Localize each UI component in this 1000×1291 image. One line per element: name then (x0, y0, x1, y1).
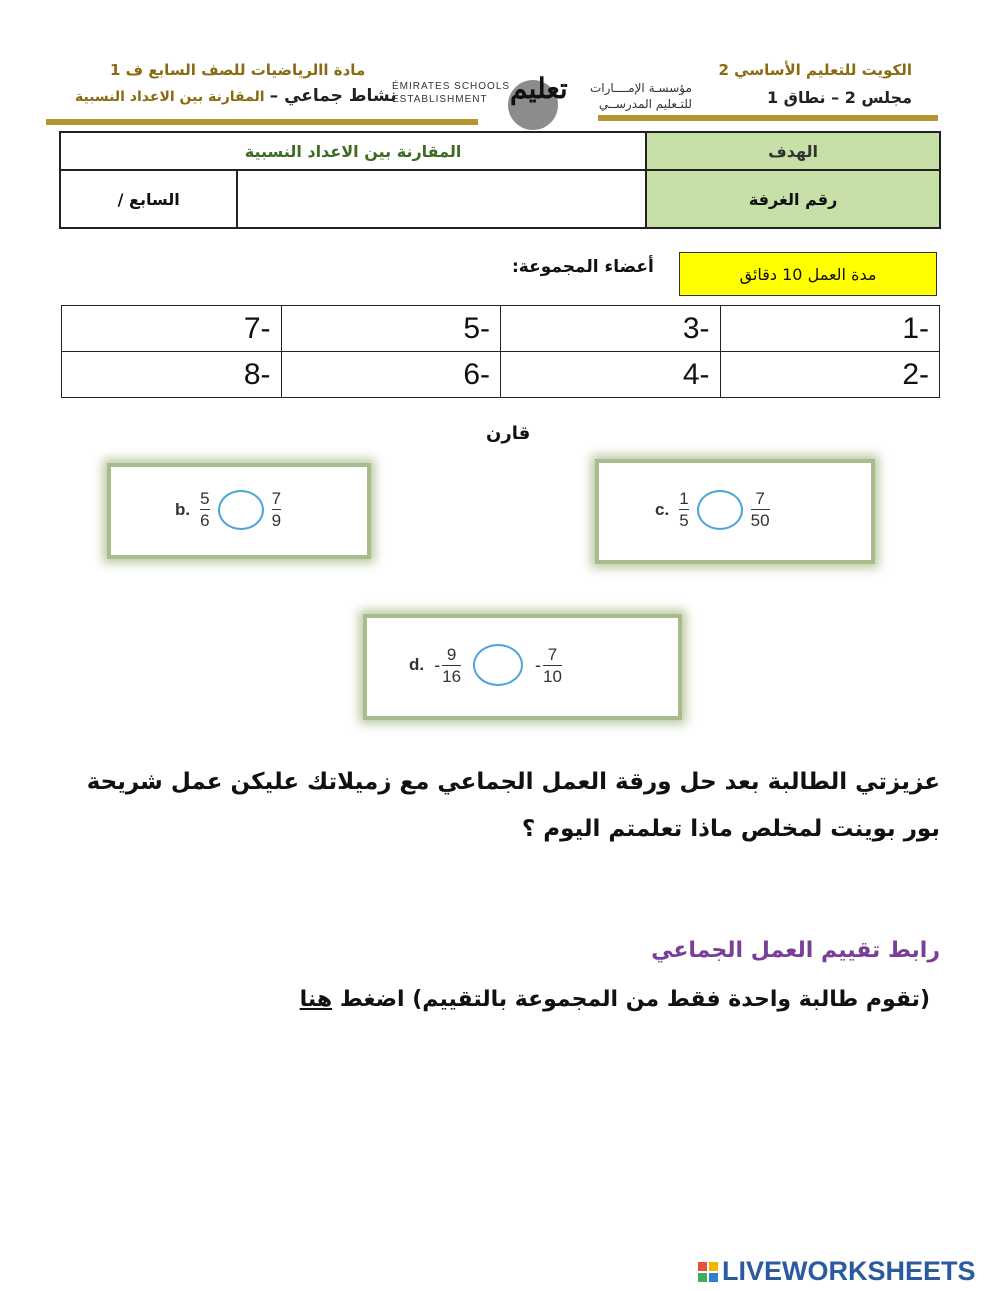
minus-sign: - (434, 654, 441, 675)
ese-logo-line2: ESTABLISHMENT (392, 94, 488, 105)
members-table (61, 305, 940, 398)
fraction-right (272, 489, 281, 530)
member-cell[interactable]: 4- (501, 352, 721, 398)
numerator: 7 (755, 489, 765, 508)
fraction-left (200, 489, 209, 530)
fraction-left (442, 645, 461, 686)
numerator: 7 (547, 644, 558, 664)
instruction-line-2: بور بوينت لمخلص ماذا تعلمتم اليوم ؟ (521, 816, 940, 842)
denominator: 10 (543, 666, 562, 686)
problem-label: b. (175, 499, 191, 519)
liveworksheets-icon (698, 1262, 718, 1282)
numerator: 9 (446, 644, 457, 664)
evaluation-link[interactable]: هنا (299, 987, 333, 1012)
evaluation-title: رابط تقييم العمل الجماعي (651, 938, 940, 963)
header-gold-bar-right (598, 115, 938, 121)
member-cell[interactable]: 3- (501, 306, 721, 352)
fraction-right (543, 645, 562, 686)
mu-logo-line2: للتـعليم المدرســي (598, 97, 692, 111)
liveworksheets-wordmark: LIVEWORKSHEETS (722, 1256, 976, 1286)
mu-logo-text (590, 80, 692, 112)
member-cell[interactable]: 8- (62, 352, 282, 398)
work-duration-text: مدة العمل 10 دقائق (739, 264, 877, 284)
denominator: 50 (750, 511, 770, 530)
members-row (62, 352, 940, 398)
numerator: 7 (271, 489, 282, 508)
denominator: 6 (200, 511, 210, 530)
fraction-left (679, 489, 688, 530)
header-council-line: مجلس 2 – نطاق 1 (766, 88, 912, 107)
fraction-right (751, 489, 770, 530)
problem-label: d. (409, 655, 425, 674)
comparison-answer-circle[interactable] (473, 644, 523, 686)
member-cell[interactable]: 6- (281, 352, 501, 398)
problem-label: c. (655, 499, 670, 519)
numerator: 5 (200, 489, 210, 508)
header-subject-line: مادة االرياضيات للصف السابع ف 1 (110, 61, 366, 79)
evaluation-note (300, 980, 930, 1020)
instruction-line-1: عزيزتي الطالبة بعد حل ورقة العمل الجماعي مع زميلاتك عليكن عمل شريحة (86, 769, 940, 795)
header-school-line: الكويت للتعليم الأساسي 2 (718, 61, 912, 79)
member-cell[interactable]: 1- (720, 306, 940, 352)
liveworksheets-logo (698, 1256, 976, 1287)
comparison-answer-circle[interactable] (697, 490, 743, 530)
compare-title: قارن (486, 423, 531, 444)
header-activity-line (75, 86, 397, 106)
minus-sign: - (535, 654, 542, 675)
members-row (62, 306, 940, 352)
denominator: 9 (271, 511, 282, 530)
header-activity-bold: نشاط جماعي – (269, 86, 397, 106)
goal-label: الهدف (646, 132, 940, 170)
member-cell[interactable]: 5- (281, 306, 501, 352)
member-cell[interactable]: 2- (720, 352, 940, 398)
comparison-answer-circle[interactable] (218, 490, 264, 530)
numerator: 1 (679, 489, 689, 508)
mu-logo-line1: مؤسسـة الإمــــارات (590, 81, 692, 95)
info-table (59, 131, 941, 229)
goal-value: المقارنة بين الاعداد النسبية (60, 132, 646, 170)
header-gold-bar-left (46, 119, 478, 125)
ese-logo-text (392, 80, 510, 106)
room-number-cell[interactable] (237, 170, 646, 228)
problem-card-d (363, 614, 682, 720)
denominator: 16 (442, 666, 462, 686)
taalim-logo-word: تعليم (510, 72, 568, 105)
ese-logo-line1: ÉMIRATES SCHOOLS (392, 81, 511, 92)
members-label: أعضاء المجموعة: (512, 257, 654, 277)
problem-card-c (595, 459, 875, 564)
class-value: السابع / (60, 170, 237, 228)
member-cell[interactable]: 7- (62, 306, 282, 352)
header-activity-topic: المقارنة بين الاعداد النسبية (75, 89, 265, 105)
room-label: رقم الغرفة (646, 170, 940, 228)
problem-card-b (107, 463, 371, 559)
denominator: 5 (679, 511, 689, 530)
work-duration-box (679, 252, 937, 296)
evaluation-note-text: (تقوم طالبة واحدة فقط من المجموعة بالتقييم) اضغط (339, 987, 930, 1012)
